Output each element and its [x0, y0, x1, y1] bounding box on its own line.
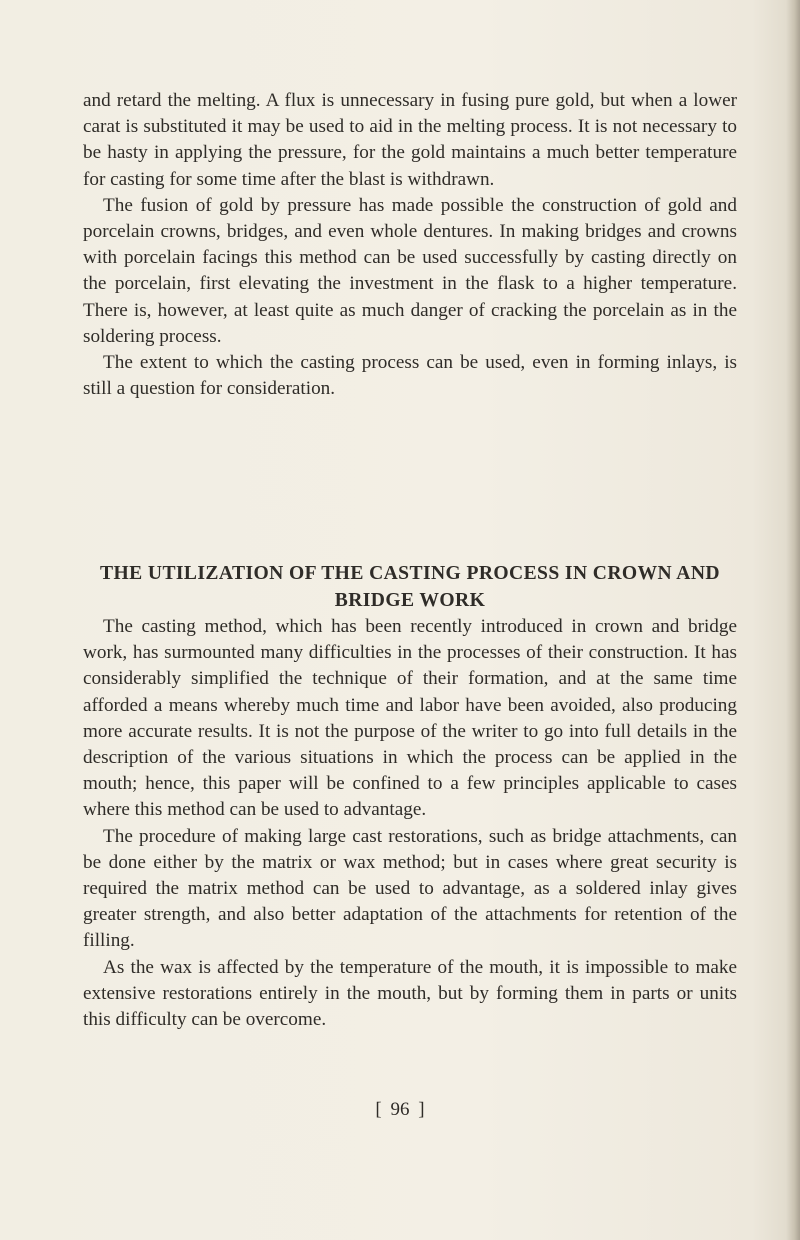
- paragraph-continued: and retard the melting. A flux is unnecessary in fusing pure gold, but when a lower carat is substituted it may be used to aid in the melting process. It is not necessary to be hasty in applying the pressure, for the gold maintains a much better temperature for casting for some time after the blast is withdrawn.: [83, 90, 737, 190]
- top-text-block: [83, 88, 737, 402]
- page-number: [ 96 ]: [375, 1099, 425, 1120]
- paragraph-extent: The extent to which the casting process can be used, even in forming inlays, is still a question for consideration.: [83, 352, 737, 400]
- paragraph-procedure: The procedure of making large cast restorations, such as bridge attachments, can be done either by the matrix or wax method; but in cases where great security is required the matrix method can be used to advantage, as a soldered inlay gives greater strength, and also better adaptation of the attachments for retention of the filling.: [83, 825, 737, 952]
- page-edge-shadow: [786, 0, 800, 1240]
- paragraph-casting-method: The casting method, which has been recently introduced in crown and bridge work, has surmounted many difficulties in the processes of their construction. It has considerably simplified the technique of their formation, and at the same time afforded a means whereby much time and labor have been avoided, also producing more accurate results. It is not the purpose of the writer to go into full details in the description of the various situations in which the process can be applied in the mouth; hence, this paper will be confined to a few principles applicable to cases where this method can be used to advantage.: [83, 616, 737, 821]
- paragraph-fusion: The fusion of gold by pressure has made possible the construction of gold and porcelain crowns, bridges, and even whole dentures. In making bridges and crowns with porcelain facings this method can be used successfully by casting directly on the porcelain, first elevating the investment in the flask to a higher temperature. There is, however, at least quite as much danger of cracking the porcelain as in the soldering process.: [83, 194, 737, 347]
- paragraph-wax: As the wax is affected by the temperature of the mouth, it is impossible to make extensive restorations entirely in the mouth, but by forming them in parts or units this difficulty can be overcome.: [83, 956, 737, 1031]
- section-heading: THE UTILIZATION OF THE CASTING PROCESS IN CROWN AND BRIDGE WORK: [100, 563, 720, 611]
- bottom-text-block: [83, 614, 737, 1033]
